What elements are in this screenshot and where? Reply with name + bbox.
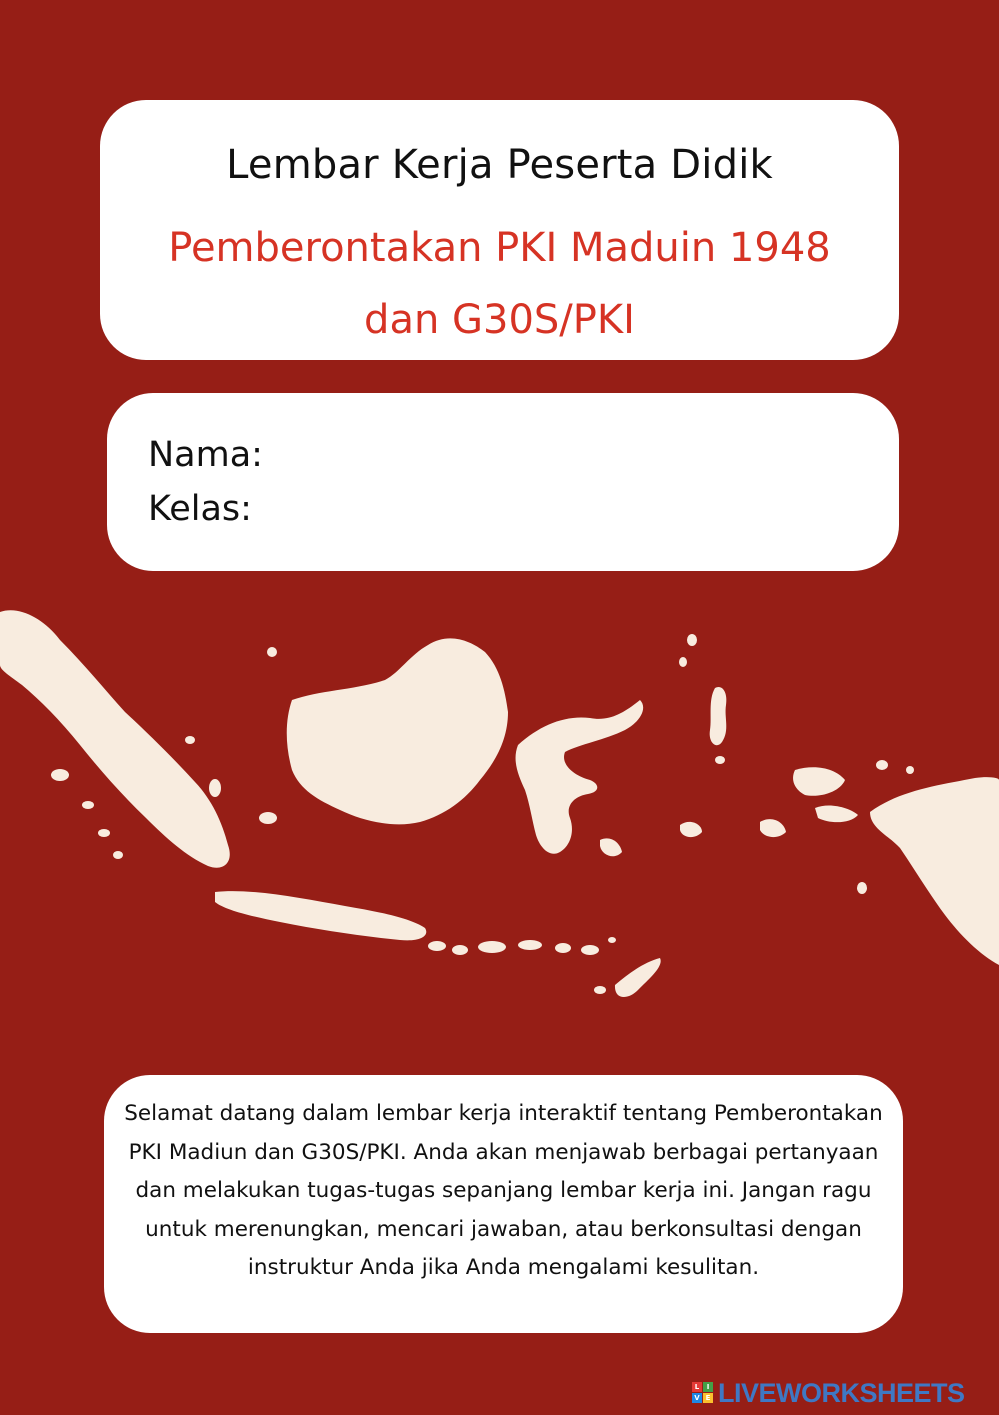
subject-line-2: dan G30S/PKI <box>364 297 635 343</box>
brand-name: LIVEWORKSHEETS <box>718 1377 965 1408</box>
class-label: Kelas: <box>148 489 252 529</box>
logo-letter-l: L <box>692 1382 702 1392</box>
intro-card <box>104 1075 903 1333</box>
logo-letter-i: I <box>703 1382 713 1392</box>
worksheet-heading: Lembar Kerja Peserta Didik <box>226 142 773 188</box>
student-info-card <box>107 393 899 571</box>
intro-paragraph: Selamat datang dalam lembar kerja interaktif tentang Pemberontakan PKI Madiun dan G30S/PKI. Anda akan menjawab berbagai pertanyaan dan melakukan tugas-tugas sepanjang lembar kerja ini. Jangan ragu untuk merenungkan, mencari jawaban, atau berkonsultasi dengan instruktur Anda jika Anda mengalami kesulitan. <box>124 1101 883 1280</box>
subject-line-1: Pemberontakan PKI Maduin 1948 <box>168 225 831 271</box>
logo-letter-e: E <box>703 1393 713 1403</box>
logo-letter-v: V <box>692 1393 702 1403</box>
indonesia-map-icon <box>0 600 999 1020</box>
name-label: Nama: <box>148 435 263 475</box>
liveworksheets-brand <box>692 1378 965 1408</box>
title-card <box>100 100 899 360</box>
liveworksheets-logo-icon <box>692 1382 714 1404</box>
worksheet-subject <box>130 212 869 356</box>
